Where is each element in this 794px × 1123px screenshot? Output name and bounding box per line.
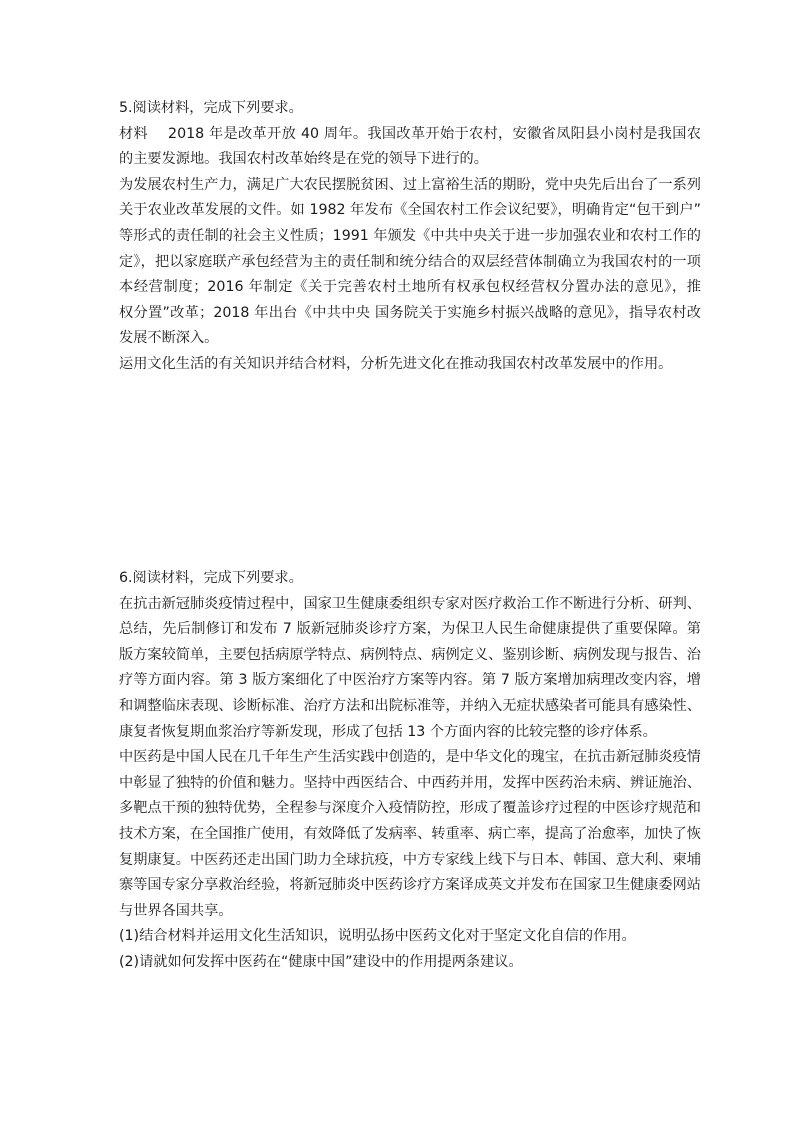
question-5-text-line: 关于农业改革发展的文件。如 1982 年发布《全国农村工作会议纪要》，明确肯定“包干到户”: [119, 202, 701, 219]
question-6-text-line: 康复者恢复期血浆治疗等新发现，形成了包括 13 个方面内容的比较完整的诊疗体系。: [119, 723, 657, 740]
question-5-text-line: 定》，把以家庭联产承包经营为主的责任制和统分结合的双层经营体制确立为我国农村的一项: [119, 253, 701, 270]
question-6-text-line: 中医药是中国人民在几千年生产生活实践中创造的，是中华文化的瑰宝，在抗击新冠肺炎疫情: [119, 749, 701, 766]
question-6-text-line: 多靶点干预的独特优势，全程参与深度介入疫情防控，形成了覆盖诊疗过程的中医诊疗规范和: [119, 800, 701, 817]
question-5-text-line: 的主要发源地。我国农村改革始终是在党的领导下进行的。: [119, 151, 488, 168]
question-5-text-line: 权分置”改革；2018 年出台《中共中央 国务院关于实施乡村振兴战略的意见》，指导农村改: [119, 304, 701, 321]
question-6-text-line: 版方案较简单，主要包括病原学特点、病例特点、病例定义、鉴别诊断、病例发现与报告、治: [119, 646, 701, 663]
question-6-text-line: 与世界各国共享。: [119, 902, 233, 919]
question-6-sub-question-2: (2)请就如何发挥中医药在“健康中国”建设中的作用提两条建议。: [119, 953, 523, 970]
question-6-text-line: 总结，先后制修订和发布 7 版新冠肺炎诊疗方案，为保卫人民生命健康提供了重要保障。第: [119, 621, 701, 638]
question-6-text-line: 复期康复。中医药还走出国门助力全球抗疫，中方专家线上线下与日本、韩国、意大利、柬埔: [119, 851, 701, 868]
question-6-heading: 6.阅读材料，完成下列要求。: [119, 570, 303, 586]
question-6-sub-question-1: (1)结合材料并运用文化生活知识，说明弘扬中医药文化对于坚定文化自信的作用。: [119, 928, 636, 945]
question-6: [119, 566, 701, 976]
question-6-text-line: 寨等国专家分享救治经验，将新冠肺炎中医药诊疗方案译成英文并发布在国家卫生健康委网站: [119, 877, 701, 894]
question-6-text-line: 在抗击新冠肺炎疫情过程中，国家卫生健康委组织专家对医疗救治工作不断进行分析、研判、: [119, 595, 701, 612]
question-5-text-line: 等形式的责任制的社会主义性质；1991 年颁发《中共中央关于进一步加强农业和农村工作的: [119, 227, 701, 244]
question-6-text-line: 技术方案，在全国推广使用，有效降低了发病率、转重率、病亡率，提高了治愈率，加快了恢: [119, 825, 701, 842]
question-5-text-line: 本经营制度；2016 年制定《关于完善农村土地所有权承包权经营权分置办法的意见》，推: [119, 279, 701, 296]
question-5: [119, 96, 701, 378]
question-5-text-line: 为发展农村生产力，满足广大农民摆脱贫困、过上富裕生活的期盼，党中央先后出台了一系列: [119, 176, 701, 193]
question-6-text-line: 中彰显了独特的价值和魅力。坚持中西医结合、中西药并用，发挥中医药治未病、辨证施治、: [119, 774, 701, 791]
question-5-heading: 5.阅读材料，完成下列要求。: [119, 100, 303, 116]
question-5-material-line: [119, 122, 701, 148]
question-6-text-line: 疗等方面内容。第 3 版方案细化了中医治疗方案等内容。第 7 版方案增加病理改变内容，增: [119, 672, 701, 689]
question-5-prompt: 运用文化生活的有关知识并结合材料，分析先进文化在推动我国农村改革发展中的作用。: [119, 355, 673, 372]
material-label: 材料: [119, 125, 149, 142]
question-5-text-line: 发展不断深入。: [119, 330, 219, 347]
question-6-text-line: 和调整临床表现、诊断标准、治疗方法和出院标准等，并纳入无症状感染者可能具有感染性、: [119, 697, 701, 714]
material-text: 2018 年是改革开放 40 周年。我国改革开始于农村，安徽省凤阳县小岗村是我国农: [168, 125, 701, 142]
